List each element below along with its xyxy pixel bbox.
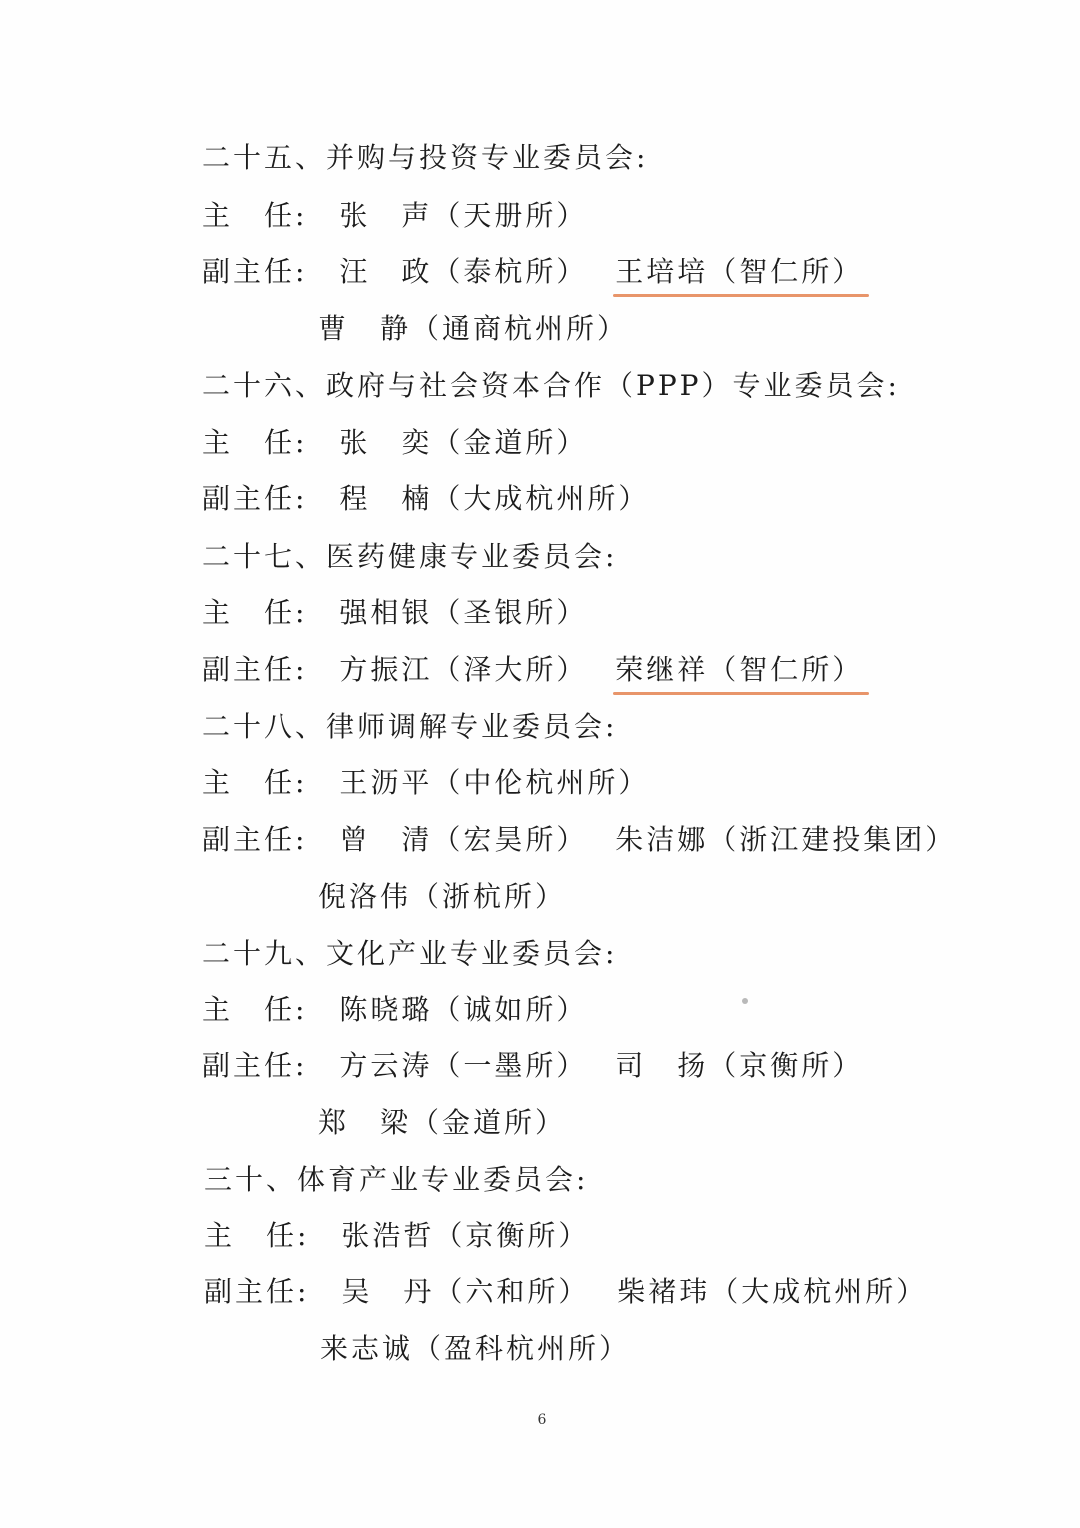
deputy-name: 方云涛（一墨所）: [339, 1049, 588, 1082]
director-row: [202, 761, 649, 805]
deputy-name: 程 楠（大成杭州所）: [339, 482, 650, 515]
director-label: 主 任:: [202, 199, 308, 232]
deputy-name: 方振江（泽大所）: [339, 653, 588, 686]
deputy-name: 吴 丹（六和所）: [341, 1275, 590, 1308]
deputy-name: 司 扬（京衡所）: [615, 1049, 864, 1082]
deputy-row: [204, 1270, 927, 1314]
deputy-name: 曹 静（通商杭州所）: [318, 312, 629, 345]
deputy-name: 曾 清（宏昊所）: [339, 823, 588, 856]
deputy-label: 副主任:: [202, 823, 308, 856]
director-name: 强相银（圣银所）: [339, 596, 588, 629]
deputy-name-highlighted: 王培培（智仁所）: [615, 250, 863, 294]
deputy-label: 副主任:: [202, 482, 308, 515]
director-name: 张浩哲（京衡所）: [341, 1219, 590, 1252]
deputy-name: 倪洛伟（浙杭所）: [318, 880, 567, 913]
deputy-name: 柴褚玮（大成杭州所）: [617, 1275, 928, 1308]
deputy-name: 朱洁娜（浙江建投集团）: [615, 823, 957, 856]
deputy-name: 来志诚（盈科杭州所）: [320, 1332, 631, 1365]
deputy-row: [202, 477, 649, 521]
director-label: 主 任:: [202, 426, 308, 459]
director-row: [202, 591, 587, 635]
section-heading: 二十九、文化产业专业委员会:: [202, 937, 618, 970]
director-label: 主 任:: [202, 766, 308, 799]
section-heading: 二十五、并购与投资专业委员会:: [202, 141, 649, 174]
director-label: 主 任:: [204, 1219, 310, 1252]
deputy-row: [202, 818, 956, 862]
director-label: 主 任:: [202, 993, 308, 1026]
deputy-name: 汪 政（泰杭所）: [339, 255, 588, 288]
deputy-row: [202, 648, 863, 692]
deputy-row: [202, 1044, 863, 1088]
deputy-row-continued: [318, 1101, 566, 1145]
section-heading: 三十、体育产业专业委员会:: [204, 1163, 589, 1196]
deputy-label: 副主任:: [202, 653, 308, 686]
director-name: 张 声（天册所）: [339, 199, 588, 232]
scan-speck: [742, 998, 748, 1004]
deputy-row-continued: [318, 307, 628, 351]
deputy-label: 副主任:: [202, 1049, 308, 1082]
director-name: 张 奕（金道所）: [339, 426, 588, 459]
deputy-name-highlighted: 荣继祥（智仁所）: [615, 648, 863, 692]
deputy-label: 副主任:: [204, 1275, 310, 1308]
director-row: [202, 194, 587, 238]
section-heading: 二十八、律师调解专业委员会:: [202, 710, 618, 743]
section-heading: 二十六、政府与社会资本合作（PPP）专业委员会:: [202, 369, 900, 402]
director-row: [204, 1214, 589, 1258]
director-row: [202, 988, 587, 1032]
section-heading: 二十七、医药健康专业委员会:: [202, 540, 618, 573]
deputy-label: 副主任:: [202, 255, 308, 288]
deputy-row: [202, 250, 863, 294]
page-number: 6: [537, 1412, 547, 1428]
director-name: 陈晓璐（诚如所）: [339, 993, 588, 1026]
deputy-row-continued: [320, 1327, 630, 1371]
director-label: 主 任:: [202, 596, 308, 629]
director-row: [202, 421, 587, 465]
director-name: 王沥平（中伦杭州所）: [339, 766, 650, 799]
deputy-row-continued: [318, 875, 566, 919]
deputy-name: 郑 梁（金道所）: [318, 1106, 567, 1139]
